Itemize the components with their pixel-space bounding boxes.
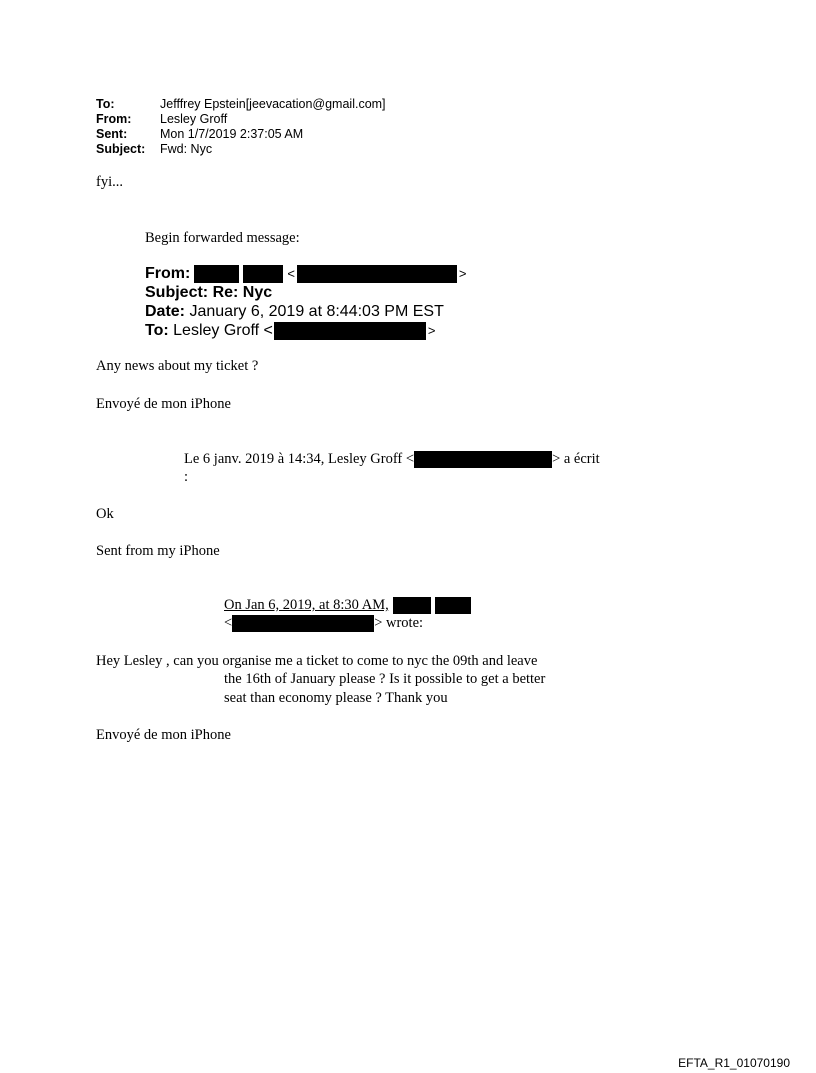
- fwd-subject-label: Subject:: [145, 284, 209, 301]
- redaction-box: [243, 265, 283, 283]
- header-subject-value: Fwd: Nyc: [160, 142, 213, 156]
- header-to-row: [96, 97, 386, 112]
- fwd-from-lt: <: [287, 266, 295, 281]
- header-sent-label: Sent:: [96, 127, 128, 141]
- redaction-box: [297, 265, 457, 283]
- header-sent-value: Mon 1/7/2019 2:37:05 AM: [160, 127, 304, 141]
- redaction-box: [393, 597, 431, 614]
- signature-sent-from: Sent from my iPhone: [96, 543, 220, 559]
- request-line-1: Hey Lesley , can you organise me a ticket to come to nyc the 09th and leave: [96, 653, 538, 669]
- quote-header-en: [224, 597, 471, 614]
- fyi-text: fyi...: [96, 174, 123, 190]
- quote-header-fr: [184, 451, 600, 468]
- document-id: EFTA_R1_01070190: [678, 1056, 790, 1070]
- quote2-wrote: > wrote:: [374, 615, 424, 631]
- quote1-colon: :: [184, 469, 189, 485]
- fwd-date-value: January 6, 2019 at 8:44:03 PM EST: [189, 303, 444, 320]
- fwd-to-gt: >: [427, 323, 436, 338]
- signature-envoye-2: Envoyé de mon iPhone: [96, 727, 231, 743]
- request-line-3: seat than economy please ? Thank you: [224, 690, 448, 706]
- fwd-to-row: [145, 321, 467, 340]
- ok-text: Ok: [96, 506, 114, 522]
- quote2-lt: <: [224, 615, 233, 631]
- fwd-to-value: Lesley Groff <: [173, 322, 273, 339]
- header-sent-row: [96, 127, 386, 142]
- begin-forwarded-text: Begin forwarded message:: [145, 230, 300, 246]
- header-to-label: To:: [96, 97, 115, 111]
- fwd-from-row: [145, 264, 467, 283]
- header-from-row: [96, 112, 386, 127]
- fwd-subject-row: [145, 283, 467, 302]
- signature-envoye: Envoyé de mon iPhone: [96, 396, 231, 412]
- redaction-box: [435, 597, 471, 614]
- email-header: [96, 97, 386, 157]
- fwd-date-row: [145, 302, 467, 321]
- fwd-date-label: Date:: [145, 303, 186, 320]
- redaction-box: [194, 265, 239, 283]
- fwd-from-gt: >: [458, 266, 467, 281]
- fwd-to-label: To:: [145, 322, 169, 339]
- fwd-from-label: From:: [145, 265, 191, 282]
- header-from-label: From:: [96, 112, 132, 126]
- redaction-box: [414, 451, 552, 468]
- forwarded-header: [145, 264, 467, 340]
- ticket-news-text: Any news about my ticket ?: [96, 358, 259, 374]
- header-subject-row: [96, 142, 386, 157]
- header-subject-label: Subject:: [96, 142, 146, 156]
- request-line-2: the 16th of January please ? Is it possible to get a better: [224, 671, 546, 687]
- fwd-subject-value: Re: Nyc: [212, 284, 273, 301]
- header-from-value: Lesley Groff: [160, 112, 228, 126]
- quote2-address-row: [224, 615, 423, 632]
- redaction-box: [232, 615, 374, 632]
- header-to-value: Jefffrey Epstein[jeevacation@gmail.com]: [160, 97, 386, 111]
- quote2-prefix: On Jan 6, 2019, at 8:30 AM,: [224, 597, 389, 613]
- quote1-prefix: Le 6 janv. 2019 à 14:34, Lesley Groff <: [184, 451, 415, 467]
- quote1-suffix: > a écrit: [552, 451, 600, 467]
- redaction-box: [274, 322, 426, 340]
